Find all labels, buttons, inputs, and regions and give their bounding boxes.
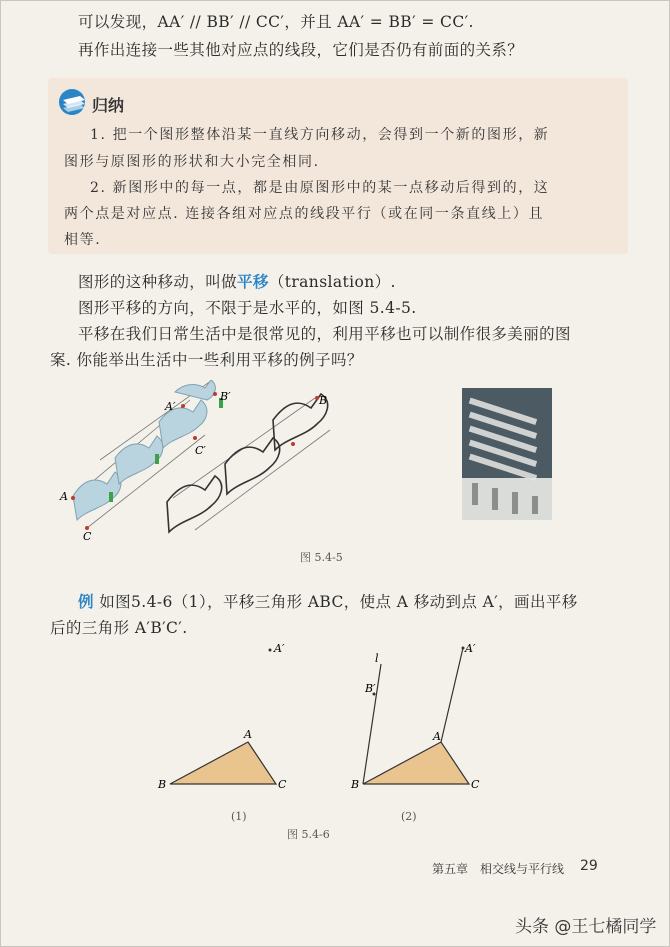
summary-p1-line2: 图形与原图形的形状和大小完全相同. [64,154,320,170]
fig545-label-B: B [319,394,328,407]
example-label: 例 [78,592,94,611]
body-line-4: 案. 你能举出生活中一些利用平移的例子吗？ [50,351,363,369]
fig546-2-label-l: l [375,652,379,665]
summary-p2-line1: 2. 新图形中的每一点，都是由原图形中的某一点移动后得到的，这 [90,180,550,196]
fig545-label-B1: B′ [220,390,231,403]
summary-p1-line1: 1. 把一个图形整体沿某一直线方向移动，会得到一个新的图形，新 [90,127,550,143]
figure-5-4-5-caption: 图 5.4-5 [300,551,343,564]
figure-5-4-6-sub2: (2) [401,810,417,823]
text-line-2: 再作出连接一些其他对应点的线段，它们是否仍有前面的关系？ [78,41,524,59]
fig546-2-label-B: B [351,778,360,791]
summary-p2-line3: 相等. [64,232,102,248]
figure-5-4-6-sub1: (1) [231,810,247,823]
term-translation: 平移 [237,272,269,291]
fig546-1-label-C: C [278,778,287,791]
body-line-3: 平移在我们日常生活中是很常见的，利用平移也可以制作很多美丽的图 [78,325,571,343]
figure-5-4-6-part2 [345,640,495,800]
chapter-title: 第五章 相交线与平行线 [432,862,565,876]
book-icon [58,88,90,116]
figure-5-4-6-part1 [150,640,300,800]
summary-p2-line2: 两个点是对应点. 连接各组对应点的线段平行（或在同一条直线上）且 [64,206,545,222]
fig545-label-A: A [60,490,68,503]
fig545-label-C1: C′ [195,444,206,457]
fig546-1-label-A: A [244,728,252,741]
fig545-label-A1: A′ [165,400,176,413]
fig546-2-label-B1: B′ [365,682,376,695]
fig546-1-label-A1: A′ [274,642,285,655]
body-line-1 [78,270,396,292]
body-line-1-after: （translation）. [268,273,396,291]
body-line-2: 图形平移的方向，不限于是水平的，如图 5.4-5. [78,299,417,317]
fig546-2-label-C: C [471,778,480,791]
translation-photo [462,388,552,520]
example-text-1: 如图5.4-6（1），平移三角形 ABC，使点 A 移动到点 A′，画出平移 [93,593,578,611]
figure-5-4-5-birds [55,380,355,550]
page-number: 29 [580,858,598,874]
figure-5-4-6-caption: 图 5.4-6 [287,828,330,841]
fig546-2-label-A: A [433,730,441,743]
body-line-1-before: 图形的这种移动，叫做 [78,273,238,291]
watermark: 头条 @王七橘同学 [515,917,657,937]
fig545-label-C: C [83,530,92,543]
example-line-2: 后的三角形 A′B′C′. [50,619,188,637]
fig546-2-label-A1: A′ [465,642,476,655]
summary-title: 归纳 [92,96,125,115]
fig546-1-label-B: B [158,778,167,791]
text-line-1: 可以发现，AA′ // BB′ // CC′，并且 AA′ = BB′ = CC′. [78,13,474,31]
example-line-1 [78,590,578,612]
